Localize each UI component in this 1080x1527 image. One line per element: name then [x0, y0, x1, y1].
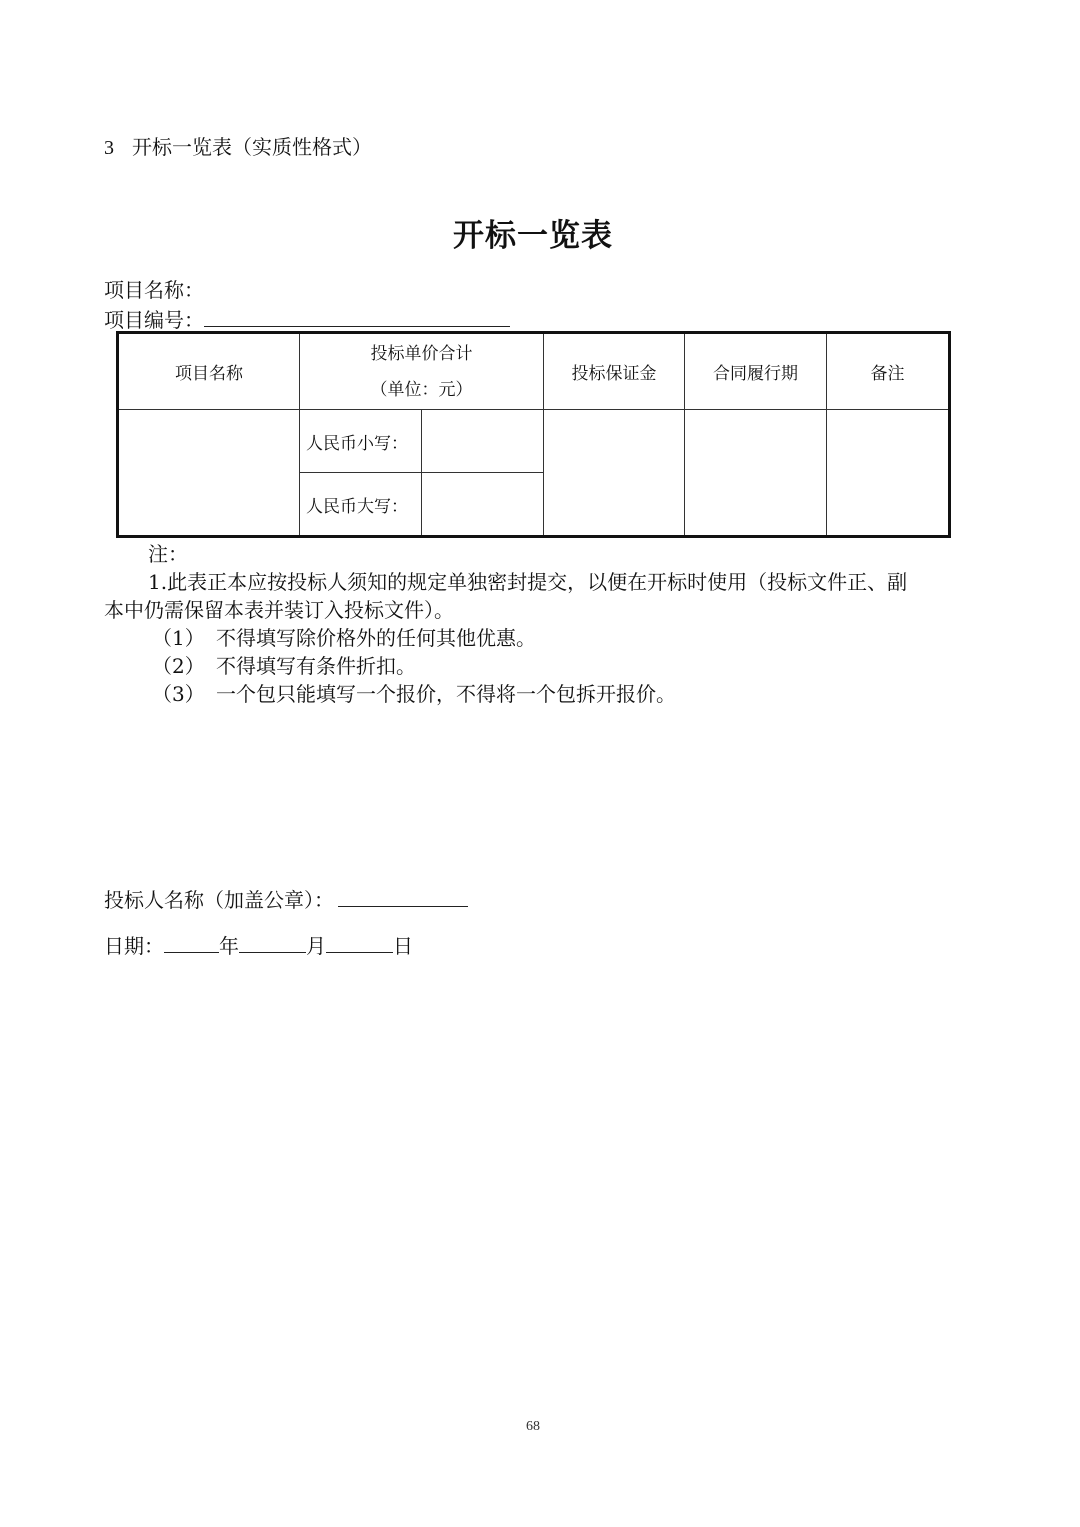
bidder-name-label: 投标人名称（加盖公章）： — [104, 888, 334, 912]
project-code-label: 项目编号： — [104, 308, 204, 332]
bid-opening-table — [116, 331, 951, 538]
note-item: （1） 不得填写除价格外的任何其他优惠。 — [152, 626, 536, 650]
section-heading — [104, 131, 372, 160]
header-unit-price-unit: （单位：元） — [370, 379, 473, 400]
project-code-field — [104, 304, 510, 333]
cell-rmb-uppercase-value[interactable] — [422, 473, 544, 537]
year-label: 年 — [219, 934, 239, 958]
cell-rmb-lowercase-value[interactable] — [422, 410, 544, 473]
section-heading-text: 开标一览表（实质性格式） — [132, 135, 372, 159]
project-name-label: 项目名称： — [104, 278, 204, 302]
bidder-name-blank[interactable] — [338, 888, 468, 907]
header-contract-period: 合同履行期 — [685, 333, 827, 410]
year-blank[interactable] — [164, 934, 219, 953]
cell-bid-bond-value[interactable] — [544, 410, 685, 537]
note-main-line-1: 1.此表正本应按投标人须知的规定单独密封提交，以便在开标时使用（投标文件正、副 — [148, 570, 908, 594]
notes-section — [104, 540, 974, 708]
document-title: 开标一览表 — [453, 218, 613, 254]
header-remarks: 备注 — [827, 333, 950, 410]
project-name-field — [104, 274, 204, 303]
label-rmb-lowercase: 人民币小写： — [300, 410, 422, 473]
date-field — [104, 930, 413, 959]
note-main-line-2: 本中仍需保留本表并装订入投标文件）。 — [104, 598, 454, 622]
cell-project-name-value[interactable] — [118, 410, 300, 537]
table-header-row — [118, 333, 950, 410]
label-rmb-uppercase: 人民币大写： — [300, 473, 422, 537]
cell-remarks-value[interactable] — [827, 410, 950, 537]
header-bid-bond: 投标保证金 — [544, 333, 685, 410]
note-item: （2） 不得填写有条件折扣。 — [152, 654, 416, 678]
section-number: 3 — [104, 137, 114, 159]
cell-contract-period-value[interactable] — [685, 410, 827, 537]
page-number: 68 — [526, 1419, 540, 1434]
day-blank[interactable] — [326, 934, 393, 953]
notes-title: 注： — [148, 542, 188, 566]
header-project-name: 项目名称 — [118, 333, 300, 410]
day-label: 日 — [393, 934, 413, 958]
project-code-blank[interactable] — [204, 308, 510, 327]
month-blank[interactable] — [239, 934, 306, 953]
header-unit-price-label: 投标单价合计 — [370, 343, 473, 364]
date-label: 日期： — [104, 934, 164, 958]
header-unit-price-total — [300, 333, 544, 410]
bidder-name-field — [104, 884, 468, 913]
month-label: 月 — [306, 934, 326, 958]
table-row — [118, 410, 950, 473]
note-item: （3） 一个包只能填写一个报价，不得将一个包拆开报价。 — [152, 682, 676, 706]
